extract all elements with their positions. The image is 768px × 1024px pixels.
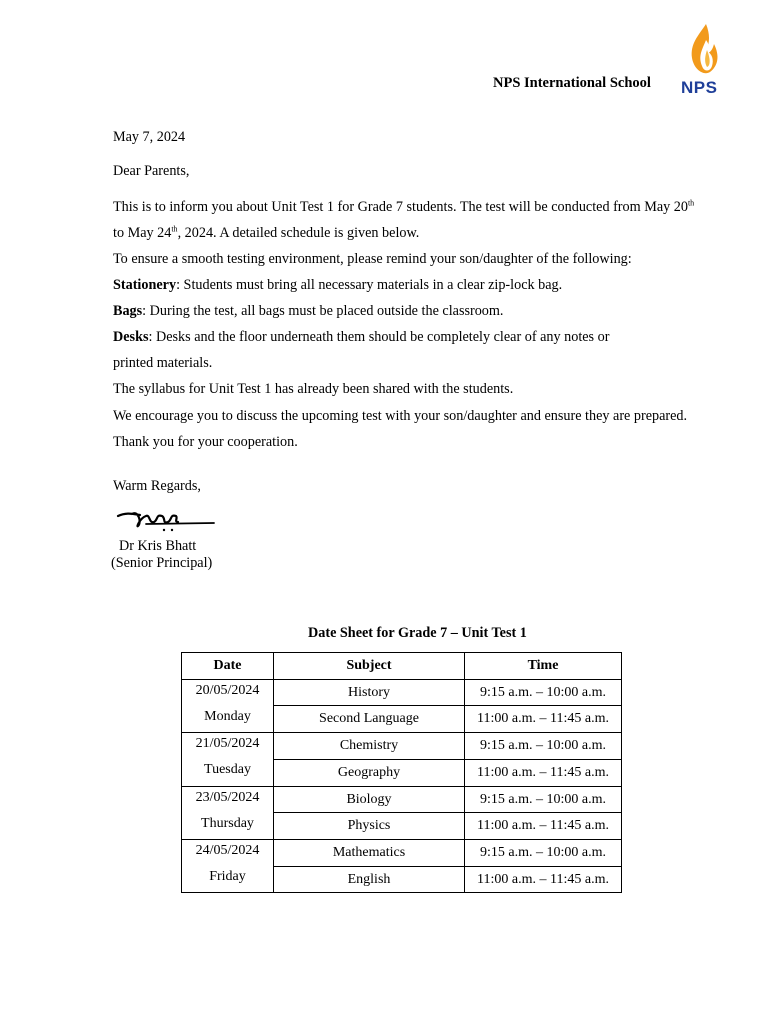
signatory-name: Dr Kris Bhatt xyxy=(119,538,197,554)
day-value: Thursday xyxy=(201,815,254,831)
time-cell: 9:15 a.m. – 10:00 a.m. xyxy=(465,839,622,866)
day-value: Friday xyxy=(209,868,246,884)
intro-line-2 xyxy=(113,225,419,242)
subject-cell: Second Language xyxy=(274,706,465,733)
bags-label: Bags xyxy=(113,303,143,319)
time-cell: 11:00 a.m. – 11:45 a.m. xyxy=(465,866,622,893)
table-row xyxy=(182,839,622,866)
time-cell: 11:00 a.m. – 11:45 a.m. xyxy=(465,706,622,733)
desks-line xyxy=(113,329,609,346)
encourage-line: We encourage you to discuss the upcoming test with your son/daughter and ensure they are prepared. xyxy=(113,408,688,424)
day-value: Tuesday xyxy=(204,762,251,778)
table-row xyxy=(182,733,622,760)
intro-text-a: This is to inform you about Unit Test 1 for Grade 7 students. The test will be conducted from May 20 xyxy=(113,199,688,215)
header-subject: Subject xyxy=(274,653,465,680)
subject-cell: Geography xyxy=(274,759,465,786)
header-time: Time xyxy=(465,653,622,680)
header-date: Date xyxy=(182,653,274,680)
signatory-title: (Senior Principal) xyxy=(111,555,213,571)
stationery-line xyxy=(113,277,562,294)
letter-date: May 7, 2024 xyxy=(113,129,186,145)
date-value: 24/05/2024 xyxy=(195,842,260,858)
thanks-line: Thank you for your cooperation. xyxy=(113,434,298,450)
subject-cell: Physics xyxy=(274,813,465,840)
stationery-label: Stationery xyxy=(113,277,177,293)
syllabus-line: The syllabus for Unit Test 1 has already been shared with the students. xyxy=(113,381,514,397)
time-cell: 9:15 a.m. – 10:00 a.m. xyxy=(465,786,622,813)
subject-cell: Chemistry xyxy=(274,733,465,760)
datesheet-title: Date Sheet for Grade 7 – Unit Test 1 xyxy=(308,625,527,641)
intro-text-b-start: to May 24 xyxy=(113,225,172,241)
date-value: 20/05/2024 xyxy=(195,682,260,698)
time-cell: 9:15 a.m. – 10:00 a.m. xyxy=(465,733,622,760)
date-value: 23/05/2024 xyxy=(195,789,260,805)
subject-cell: History xyxy=(274,679,465,706)
school-name: NPS International School xyxy=(493,75,651,91)
date-cell xyxy=(182,786,274,839)
table-row xyxy=(182,786,622,813)
intro-sup-b: th xyxy=(171,224,178,234)
subject-cell: English xyxy=(274,866,465,893)
subject-cell: Biology xyxy=(274,786,465,813)
date-cell xyxy=(182,679,274,732)
desks-text: : Desks and the floor underneath them should be completely clear of any notes or xyxy=(148,329,610,345)
closing: Warm Regards, xyxy=(113,478,201,494)
table-row xyxy=(182,679,622,706)
signature-image xyxy=(116,504,216,534)
logo-text: NPS xyxy=(681,78,718,97)
bags-text: : During the test, all bags must be placed outside the classroom. xyxy=(142,303,504,319)
day-value: Monday xyxy=(204,708,251,724)
intro-text-b-end: , 2024. A detailed schedule is given below. xyxy=(177,225,420,241)
intro-line-1 xyxy=(113,199,694,216)
subject-cell: Mathematics xyxy=(274,839,465,866)
intro-sup-a: th xyxy=(687,198,695,208)
salutation: Dear Parents, xyxy=(113,163,190,179)
bags-line xyxy=(113,303,503,320)
reminder-intro: To ensure a smooth testing environment, please remind your son/daughter of the following: xyxy=(113,251,632,267)
stationery-text: : Students must bring all necessary materials in a clear zip-lock bag. xyxy=(176,277,563,293)
date-value: 21/05/2024 xyxy=(195,736,260,752)
desks-label: Desks xyxy=(113,329,149,345)
time-cell: 9:15 a.m. – 10:00 a.m. xyxy=(465,679,622,706)
time-cell: 11:00 a.m. – 11:45 a.m. xyxy=(465,813,622,840)
table-header-row xyxy=(182,653,622,680)
school-logo xyxy=(680,22,730,102)
datesheet-table xyxy=(181,652,622,893)
flame-icon xyxy=(680,22,730,78)
desks-line-2: printed materials. xyxy=(113,355,213,371)
date-cell xyxy=(182,733,274,786)
date-cell xyxy=(182,839,274,892)
time-cell: 11:00 a.m. – 11:45 a.m. xyxy=(465,759,622,786)
